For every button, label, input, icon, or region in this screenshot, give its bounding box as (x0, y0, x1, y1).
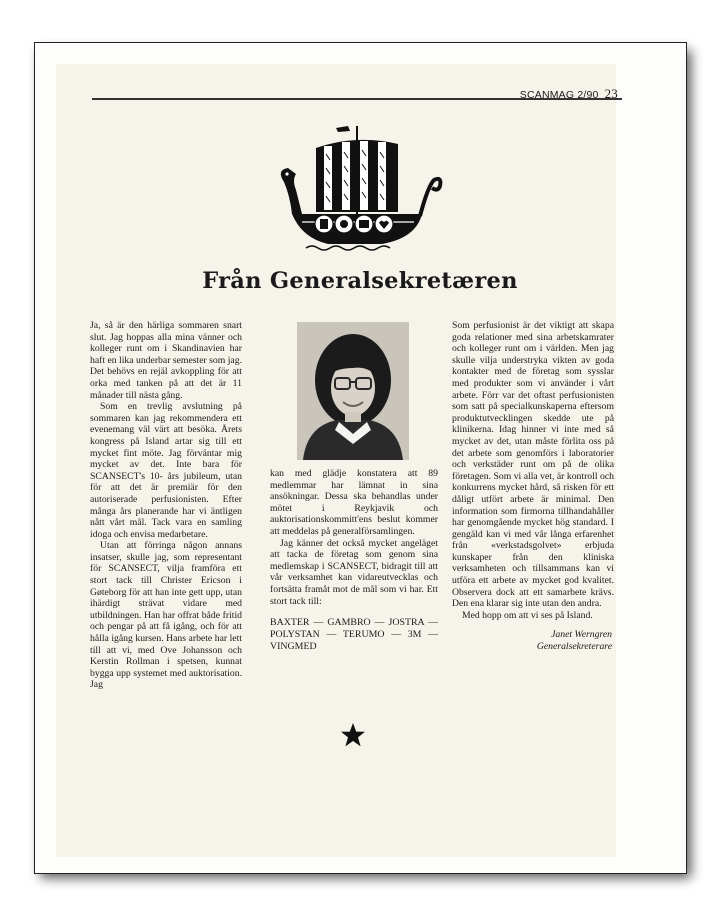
paragraph: Ja, så är den härliga sommaren snart slut. Jag hoppas alla mina vänner och kolleger runt om i Skandinavien har haft en lika underbar semester som jag. Det behövs en rejäl avkoppling för att orka med tanken på att det är 11 månader till nästa gång. (90, 320, 242, 401)
author-portrait-photo (297, 322, 409, 460)
signature-block (452, 629, 614, 652)
paragraph: Som perfusionist är det viktigt att skapa goda relationer med sina arbetskamrater och kolleger runt om i världen. Men jag skulle vilja understryka vikten av goda kontakter med de företag som sysslar med produkter som vi använder i vårt arbete. Förr var det oftast perfusionisten som satt på specialkunskaperna eftersom produktutvecklingen skedde ute på klinikerna. Idag hinner vi inte med så mycket av det, utan måste förlita oss på det arbete som genomförs i laboratorier och verkstäder runt om på de olika företagen. Som vi alla vet, är kontroll och konkurrens mycket hård, så risken för ett dåligt utfört arbete är minimal. Den information som firmorna tillhandahåller har genomgående mycket hög standard. I gengäld kan vi med vår långa erfarenhet från «verkstadsgolvet» erbjuda kunskaper från den kliniska verksamheten och tillsammans kan vi utföra ett arbete av mycket god kvalitet. Observera dock att ett samarbete krävs. Den ena klarar sig inte utan den andra. (452, 320, 614, 610)
paragraph: Jag känner det också mycket angeläget att tacka de företag som genom sina medlemskap i SCANSECT, bidragit till att vår verksamhet kan vidareutvecklas och fortsätta framåt mot de mål som vi har. Ett stort tack till: (270, 537, 438, 607)
signature-role: Generalsekreterare (536, 641, 612, 653)
paragraph: Med hopp om att vi ses på Island. (462, 609, 593, 621)
text-column-2 (270, 468, 438, 653)
text-column-3 (452, 320, 614, 653)
signature-name: Janet Werngren (551, 629, 612, 641)
paragraph: Utan att förringa någon annans insatser, skulle jag, som representant för SCANSECT, vilja framföra ett stort tack till Christer Ericson i Gøteborg för att han inte gett upp, utan ihärdigt strävat vidare med utbildningen. Han har offrat både fritid och pengar på att få igång, och för att hålla igång kursen. Hans arbete har lett till att vi, med Ove Johansson och Kerstin Rollman i spetsen, kunnat bygga upp systemet med auktorisation. Jag (90, 540, 242, 691)
article-title: Från Generalsekretæren (202, 268, 518, 294)
magazine-issue: SCANMAG 2/90 (519, 89, 599, 101)
sponsor-companies: BAXTER — GAMBRO — JOSTRA — POLYSTAN — TERUMO — 3M — VINGMED (270, 617, 438, 652)
page-number: 23 (604, 86, 618, 101)
text-column-1 (90, 320, 242, 691)
star-icon (340, 722, 366, 748)
paragraph: Som en trevlig avslutning på sommaren kan jag rekommendera ett evenemang väl värt att besöka. Årets kongress på Island artar sig till ett mycket fint möte. Jag förväntar mig mycket av det. Inte bara för SCANSECT's 10- års jubileum, utan för att det är premiär för den autoriserade perfusionisten. Efter många års planerande har vi äntligen nått vårt mål. Tack vara en samling idoga och envisa medarbetare. (90, 401, 242, 540)
paragraph: kan med glädje konstatera att 89 medlemmar har lämnat in sina ansökningar. Dessa ska behandlas under mötet i Reykjavik och auktorisationskommitt'ens beslut kommer att meddelas på generalförsamlingen. (270, 468, 438, 537)
viking-ship-logo (262, 120, 448, 270)
running-header (520, 86, 618, 102)
